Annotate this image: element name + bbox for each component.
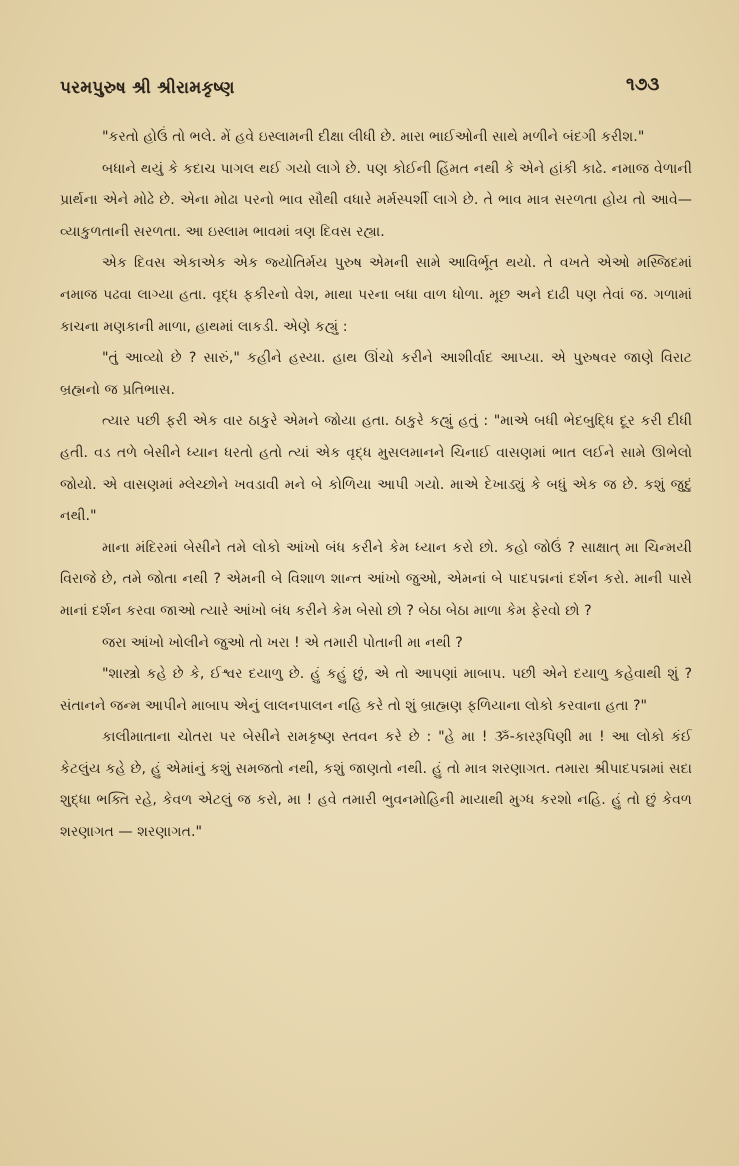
paragraph: એક દિવસ એકાએક એક જ્યોતિર્મય પુરુષ એમની સામે આવિર્ભૂત થયો. તે વખતે એઓ મસ્જિદમાં નમાજ પઢવા લાગ્યા હતા. વૃદ્ધ ફકીરનો વેશ, માથા પરના બધા વાળ ધોળા. મૂછ અને દાઢી પણ તેવાં જ. ગળામાં કાચના મણકાની માળા, હાથમાં લાકડી. એણે કહ્યું :: [60, 255, 692, 335]
paragraph: માના મંદિરમાં બેસીને તમે લોકો આંખો બંધ કરીને કેમ ધ્યાન કરો છો. કહો જોઉં ? સાક્ષાત્ મા ચિન્મયી વિરાજે છે, તમે જોતા નથી ? એમની બે વિશાળ શાન્ત આંખો જુઓ, એમનાં બે પાદપદ્મનાં દર્શન કરો. માની પાસે માનાં દર્શન કરવા જાઓ ત્યારે આંખો બંધ કરીને કેમ બેસો છો ? બેઠા બેઠા માળા કેમ ફેરવો છો ?: [60, 539, 692, 619]
page-number: ૧૭૩: [626, 74, 660, 95]
body-text: [60, 122, 692, 849]
paragraph: ત્યાર પછી ફરી એક વાર ઠાકુરે એમને જોયા હતા. ઠાકુરે કહ્યું હતું : "માએ બધી ભેદબુદ્ધિ દૂર કરી દીધી હતી. વડ તળે બેસીને ધ્યાન ધરતો હતો ત્યાં એક વૃદ્ધ મુસલમાનને ચિનાઈ વાસણમાં ભાત લઈને સામે ઊભેલો જોયો. એ વાસણમાં મ્લેચ્છોને ખવડાવી મને બે કોળિયા આપી ગયો. માએ દેખાડ્યું કે બધું એક જ છે. કશું જુદું નથી.": [60, 413, 692, 525]
paragraph: "શાસ્ત્રો કહે છે કે, ઈશ્વર દયાળુ છે. હું કહું છું, એ તો આપણાં માબાપ. પછી એને દયાળુ કહેવાથી શું ? સંતાનને જન્મ આપીને માબાપ એનું લાલનપાલન નહિ કરે તો શું બ્રાહ્મણ ફળિયાના લોકો કરવાના હતા ?": [60, 666, 692, 714]
paragraph: "તું આવ્યો છે ? સારું," કહીને હસ્યા. હાથ ઊંચો કરીને આશીર્વાદ આપ્યા. એ પુરુષવર જાણે વિરાટ બ્રહ્મનો જ પ્રતિભાસ.: [60, 350, 692, 398]
paragraph: જરા આંખો ખોલીને જુઓ તો ખરા ! એ તમારી પોતાની મા નથી ?: [102, 634, 463, 651]
paragraph: બધાને થયું કે કદાચ પાગલ થઈ ગયો લાગે છે. પણ કોઈની હિંમત નથી કે એને હાંકી કાઢે. નમાજ વેળાની પ્રાર્થના એને મોઢે છે. એના મોઢા પરનો ભાવ સૌથી વધારે મર્મસ્પર્શી લાગે છે. તે ભાવ માત્ર સરળતા હોય તો આવે—વ્યાકુળતાની સરળતા. આ ઇસ્લામ ભાવમાં ત્રણ દિવસ રહ્યા.: [60, 160, 692, 240]
paragraph: કાલીમાતાના ચોતરા પર બેસીને રામકૃષ્ણ સ્તવન કરે છે : "હે મા ! ૐ-કારરૂપિણી મા ! આ લોકો કંઈ કેટલુંય કહે છે, હું એમાંનું કશું સમજતો નથી, કશું જાણતો નથી. હું તો માત્ર શરણાગત. તમારા શ્રીપાદપદ્મમાં સદા શુદ્ધા ભક્તિ રહે, કેવળ એટલું જ કરો, મા ! હવે તમારી ભુવનમોહિની માયાથી મુગ્ધ કરશો નહિ. હું તો છું કેવળ શરણાગત — શરણાગત.": [60, 729, 692, 841]
paragraph: "કરતો હોઉં તો ભલે. મેં હવે ઇસ્લામની દીક્ષા લીધી છે. મારા ભાઈઓની સાથે મળીને બંદગી કરીશ.": [102, 129, 645, 145]
running-header-title: પરમપુરુષ શ્રી શ્રીરામકૃષ્ણ: [60, 78, 235, 98]
